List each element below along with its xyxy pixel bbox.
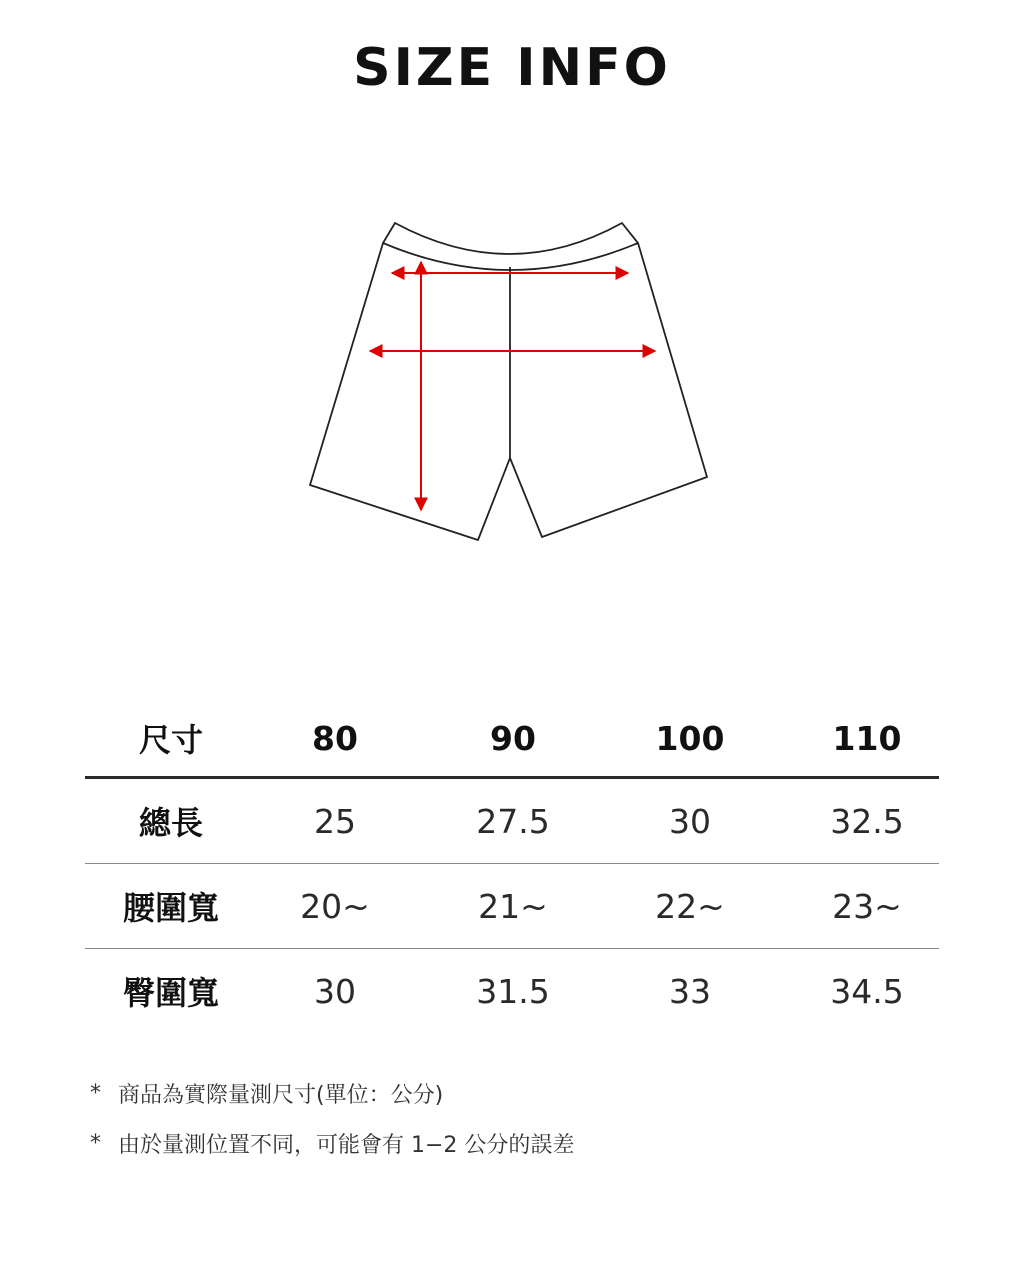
table-cell: 23~ [832, 886, 902, 926]
table-cell: 30 [669, 801, 711, 841]
shorts-measurement-diagram [300, 215, 720, 555]
note-item [90, 1118, 574, 1168]
table-header-row [85, 700, 939, 779]
measurement-arrows [370, 262, 655, 510]
table-cell: 21~ [478, 886, 548, 926]
size-label: 尺寸 [138, 721, 203, 759]
table-cell: 30 [314, 971, 356, 1011]
row-label: 臀圍寬 [122, 974, 219, 1012]
note-text: 由於量測位置不同，可能會有 1−2 公分的誤差 [118, 1132, 575, 1158]
table-cell: 31.5 [476, 971, 550, 1011]
table-cell: 22~ [655, 886, 725, 926]
size-80: 80 [312, 718, 358, 758]
note-text: 商品為實際量測尺寸(單位：公分) [118, 1082, 444, 1108]
row-label: 總長 [138, 804, 203, 842]
table-cell: 25 [314, 801, 356, 841]
page-title: SIZE INFO [353, 38, 671, 98]
asterisk-marker: * [90, 1080, 101, 1106]
asterisk-marker: * [90, 1130, 101, 1156]
note-item [90, 1068, 574, 1118]
size-90: 90 [490, 718, 536, 758]
notes [90, 1068, 574, 1168]
table-cell: 27.5 [476, 801, 550, 841]
table-cell: 34.5 [830, 971, 904, 1011]
size-110: 110 [832, 718, 902, 758]
table-row-total-length [85, 779, 939, 864]
size-table [85, 700, 939, 1033]
table-cell: 33 [669, 971, 711, 1011]
table-row-hip-width [85, 949, 939, 1033]
table-row-waist-width [85, 864, 939, 949]
size-100: 100 [655, 718, 725, 758]
table-cell: 32.5 [830, 801, 904, 841]
table-cell: 20~ [300, 886, 370, 926]
shorts-outline [310, 223, 707, 540]
row-label: 腰圍寬 [122, 889, 219, 927]
